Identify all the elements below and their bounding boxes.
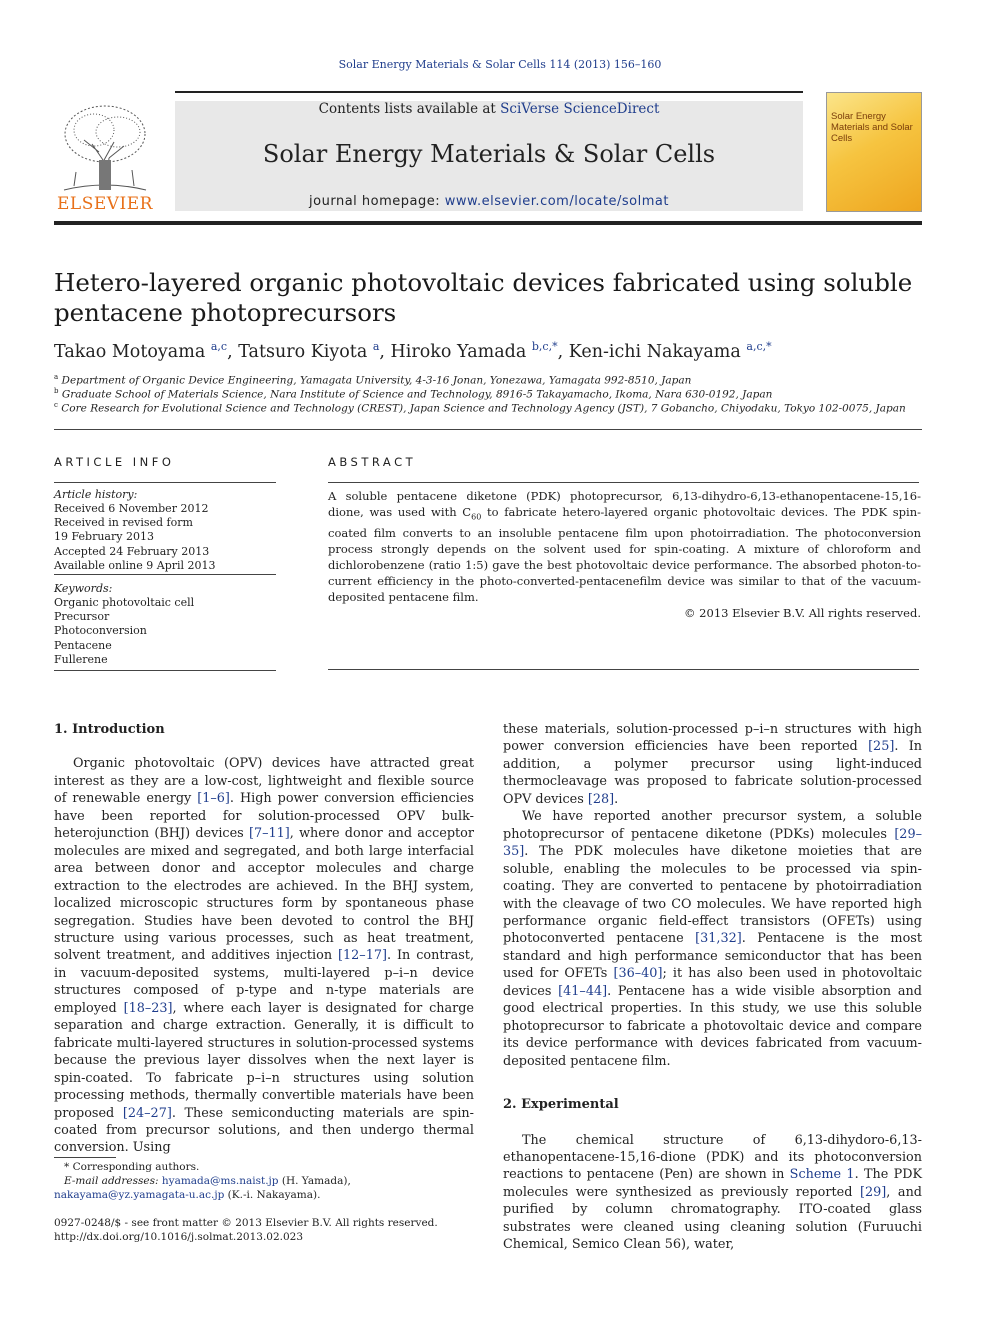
contents-line bbox=[175, 101, 803, 117]
cover-title: Solar Energy Materials and Solar Cells bbox=[831, 111, 913, 144]
doi-link[interactable]: http://dx.doi.org/10.1016/j.solmat.2013.02.023 bbox=[54, 1231, 304, 1243]
article-info-heading: ARTICLE INFO bbox=[54, 455, 175, 469]
affiliation-a: $^a$ Department of Organic Device Engineering, Yamagata University, 4-3-16 Jonan, Yonezawa, Yamagata 992-8510, Japan bbox=[54, 373, 692, 387]
citation-link[interactable]: [31,32] bbox=[695, 931, 742, 947]
masthead-top-rule bbox=[175, 91, 803, 93]
body-text: , where each layer is designated for charge separation and charge extraction. Generally, it is difficult to fabricate multi-layered structures in solution-processed systems because the previous layer dissolves when the next layer is spin-coated. To fabricate p–i–n structures using solution processing methods, thermally convertible materials have been proposed bbox=[54, 1000, 474, 1121]
article-title: Hetero-layered organic photovoltaic devices fabricated using soluble pentacene photoprecursors bbox=[54, 268, 913, 327]
body-text: . High power conversion efficiencies have been reported for solution-processed OPV bulk-heterojunction (BHJ) devices bbox=[54, 791, 474, 842]
history-item: Accepted 24 February 2013 bbox=[54, 545, 210, 558]
body-text: . The PDK molecules have diketone moieties that are soluble, enabling the molecules to be processed via spin-coating. They are converted to pentacene by photoirradiation with the cleavage of two CO molecules. We have reported high performance organic field-effect transistors (OFETs) using photoconverted pentacene bbox=[503, 844, 922, 947]
body-text: . These semiconducting materials are spin-coated from precursor solutions, and then undergo thermal conversion. Using bbox=[54, 1105, 474, 1156]
section-heading-introduction: 1. Introduction bbox=[54, 722, 165, 737]
affiliation-b: $^b$ Graduate School of Materials Science, Nara Institute of Science and Technology, 8916-5 Takayamacho, Ikoma, Nara 630-0192, Japan bbox=[54, 387, 773, 401]
citation-link[interactable]: [25] bbox=[868, 739, 895, 755]
history-item: Received 6 November 2012 bbox=[54, 502, 209, 515]
article-info-rule-top bbox=[54, 482, 276, 483]
history-label: Article history: bbox=[54, 488, 138, 501]
keyword-item: Fullerene bbox=[54, 653, 108, 666]
left-column bbox=[54, 721, 474, 1157]
body-text: these materials, solution-processed p–i–n structures with high power conversion efficiencies have been reported bbox=[503, 722, 922, 755]
contents-prefix: Contents lists available at bbox=[318, 101, 501, 117]
body-text: ; it has also been used in photovoltaic devices bbox=[503, 966, 923, 999]
affiliation-c: $^c$ Core Research for Evolutional Science and Technology (CREST), Japan Science and Technology Agency (JST), 7 Gobancho, Chiyodaku, Tokyo 102-0075, Japan bbox=[54, 401, 906, 415]
journal-title: Solar Energy Materials & Solar Cells bbox=[262, 140, 716, 168]
citation-link[interactable]: [12–17] bbox=[338, 948, 387, 964]
citation-link[interactable]: [29–35] bbox=[503, 826, 922, 860]
email-line: nakayama@yz.yamagata-u.ac.jp (K.-i. Nakayama). bbox=[54, 1189, 321, 1201]
keywords-label: Keywords: bbox=[54, 582, 113, 595]
citation-link[interactable]: [41–44] bbox=[558, 983, 608, 999]
affiliations-rule bbox=[54, 429, 922, 430]
author-1[interactable]: Takao Motoyama $^{a,c}$, bbox=[54, 340, 239, 362]
body-text: Organic photovoltaic (OPV) devices have attracted great interest as they are a low-cost, lightweight and flexible source of renewable energy bbox=[54, 756, 474, 807]
body-text: . Pentacene has a wide visible absorption and good electrical properties. In this study, we use this soluble photoprecursor to fabricate a photovoltaic device and compare its device performance with devices fabricated from vacuum-deposited pentacene film. bbox=[503, 983, 922, 1069]
author-list bbox=[54, 340, 924, 362]
body-text: . The PDK molecules were synthesized as previously reported bbox=[503, 1167, 923, 1200]
citation-link[interactable]: [29] bbox=[859, 1184, 887, 1200]
copyright-notice: © 2013 Elsevier B.V. All rights reserved. bbox=[684, 606, 921, 621]
intro-paragraph-cont bbox=[503, 721, 922, 808]
body-text: , where donor and acceptor molecules are mixed and segregated, and both large interfacial area between donor and acceptor molecules and charge extraction to the electrodes are achieved. In the BHJ system, localized microscopic structures form by spontaneous phase segregation. Studies have been devoted to control the BHJ structure using various processes, such as heat treatment, solvent treatment, and additives injection bbox=[54, 826, 474, 964]
author-3[interactable]: Hiroko Yamada $^{b,c,*}$, bbox=[390, 340, 569, 362]
body-text: . Pentacene is the most standard and high performance semiconductor that has been used for OFETs bbox=[503, 931, 922, 982]
corresponding-note: * Corresponding authors. bbox=[64, 1161, 200, 1173]
citation-link[interactable]: Scheme 1 bbox=[789, 1167, 855, 1183]
body-text: . bbox=[614, 791, 619, 807]
email-link[interactable]: nakayama@yz.yamagata-u.ac.jp bbox=[54, 1189, 225, 1201]
abstract-heading: ABSTRACT bbox=[328, 455, 417, 469]
keyword-item: Precursor bbox=[54, 610, 110, 623]
experimental-paragraph bbox=[503, 1132, 922, 1254]
body-text: . In contrast, in vacuum-deposited systems, multi-layered p–i–n device structures composed of p-type and n-type materials are employed bbox=[54, 948, 475, 1016]
homepage-line bbox=[175, 194, 803, 209]
running-header[interactable]: Solar Energy Materials & Solar Cells 114 (2013) 156–160 bbox=[338, 58, 662, 71]
abstract-rule-top bbox=[328, 482, 919, 483]
header-rule bbox=[54, 221, 922, 225]
body-text: We have reported another precursor system, a soluble photoprecursor of pentacene diketone (PDKs) molecules bbox=[503, 809, 922, 842]
history-item: Available online 9 April 2013 bbox=[54, 559, 216, 572]
history-item: Received in revised form bbox=[54, 516, 193, 529]
author-2[interactable]: Tatsuro Kiyota $^a$, bbox=[238, 340, 391, 362]
right-column bbox=[503, 721, 922, 1254]
intro-paragraph bbox=[54, 755, 474, 1156]
email-line: E-mail addresses: hyamada@ms.naist.jp (H. Yamada), bbox=[64, 1175, 351, 1187]
keyword-item: Organic photovoltaic cell bbox=[54, 596, 195, 609]
citation-link[interactable]: [7–11] bbox=[248, 826, 290, 842]
citation-link[interactable]: [36–40] bbox=[613, 966, 663, 982]
abstract-body: A soluble pentacene diketone (PDK) photoprecursor, 6,13-dihydro-6,13-ethanopentacene-15,16-dione, was used with $C_{60}$ to fabricate hetero-layered organic photovoltaic devices. The PDK spin-coated film converts to an insoluble pentacene film upon photoirradiation. The photoconversion process strongly depends on the solvent used for spin-coating. A mixture of chloroform and dichlorobenzene (ratio 1:5) gave the best photovoltaic device performance. The absorbed photon-to-current efficiency in the photo-converted-pentacenefilm device was similar to that of the vacuum-deposited pentacene film. © 2013 Elsevier B.V. All rights reserved. bbox=[328, 489, 921, 621]
elsevier-logo-text: ELSEVIER bbox=[57, 194, 153, 214]
homepage-prefix: journal homepage: bbox=[309, 194, 445, 209]
citation-link[interactable]: [28] bbox=[587, 791, 615, 807]
citation-link[interactable]: [1–6] bbox=[197, 791, 230, 807]
section-heading-experimental: 2. Experimental bbox=[503, 1097, 619, 1113]
article-info-rule-mid bbox=[54, 574, 276, 575]
article-info-rule-bottom bbox=[54, 670, 276, 671]
keyword-item: Pentacene bbox=[54, 639, 112, 652]
issn-line: 0927-0248/$ - see front matter © 2013 Elsevier B.V. All rights reserved. bbox=[54, 1217, 438, 1229]
history-item: 19 February 2013 bbox=[54, 530, 154, 543]
journal-cover-thumbnail[interactable] bbox=[826, 92, 922, 212]
email-link[interactable]: hyamada@ms.naist.jp bbox=[161, 1175, 279, 1187]
abstract-rule-bottom bbox=[328, 669, 919, 670]
intro-paragraph-2 bbox=[503, 808, 922, 1070]
author-4[interactable]: Ken-ichi Nakayama $^{a,c,*}$ bbox=[568, 340, 772, 362]
homepage-link[interactable]: www.elsevier.com/locate/solmat bbox=[444, 194, 669, 209]
sciencedirect-link[interactable]: SciVerse ScienceDirect bbox=[500, 101, 660, 117]
keyword-item: Photoconversion bbox=[54, 624, 147, 637]
body-text: . In addition, a polymer precursor using light-induced thermocleavage was proposed to fabricate solution-processed OPV devices bbox=[503, 739, 923, 807]
footnote-rule bbox=[54, 1157, 116, 1158]
body-text: , and purified by column chromatography. ITO-coated glass substrates were cleaned using cleaning solution (Furuuchi Chemical, Semico Clean 56), water, bbox=[503, 1184, 922, 1253]
citation-link[interactable]: [18–23] bbox=[123, 1000, 173, 1016]
citation-link[interactable]: [24–27] bbox=[122, 1105, 172, 1121]
body-text: The chemical structure of 6,13-dihydoro-6,13-ethanopentacene-15,16-dione (PDK) and its photoconversion reactions to pentacene (Pen) are shown in bbox=[503, 1132, 922, 1183]
